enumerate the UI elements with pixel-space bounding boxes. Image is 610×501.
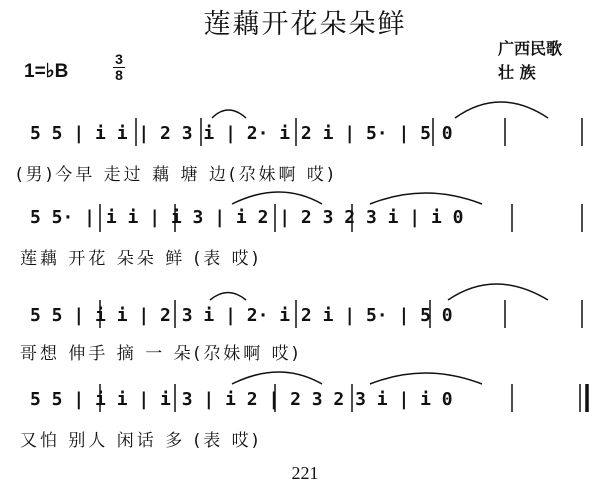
slur (212, 110, 246, 118)
lyric-line-3: 哥想 伸手 摘 一 朵(尕妹啊 哎) (20, 344, 302, 364)
slur (370, 193, 482, 204)
slur (210, 293, 246, 301)
key-signature: 1=♭B (24, 61, 69, 82)
lyric-line-4: 又怕 别人 闲话 多 (表 哎) (20, 431, 262, 451)
tie (232, 372, 322, 384)
page-number: 221 (291, 463, 319, 483)
ethnicity-label: 壮 族 (498, 63, 536, 82)
source-label: 广西民歌 (498, 39, 563, 58)
time-signature-top: 3 (115, 51, 123, 67)
music-line-2: 5 5· | i i | i 3 | i 2 | 2 3 2 3 i | i 0 (30, 207, 464, 228)
slur (455, 102, 548, 118)
music-line-4: 5 5 | i i | i 3 | i 2 | 2 3 2 3 i | i 0 (30, 389, 453, 410)
music-line-3: 5 5 | i i | 2 3 i | 2· i 2 i | 5· | 5 0 (30, 305, 453, 326)
slur (370, 373, 482, 384)
slur (448, 284, 548, 300)
song-title: 莲藕开花朵朵鲜 (203, 9, 407, 40)
lyric-line-2: 莲藕 开花 朵朵 鲜 (表 哎) (20, 249, 262, 269)
music-line-1: 5 5 | i i | 2 3 i | 2· i 2 i | 5· | 5 0 (30, 123, 453, 144)
time-signature-bottom: 8 (115, 67, 123, 83)
tie (232, 192, 322, 204)
lyric-line-1: (男)今早 走过 藕 塘 边(尕妹啊 哎) (16, 165, 337, 185)
